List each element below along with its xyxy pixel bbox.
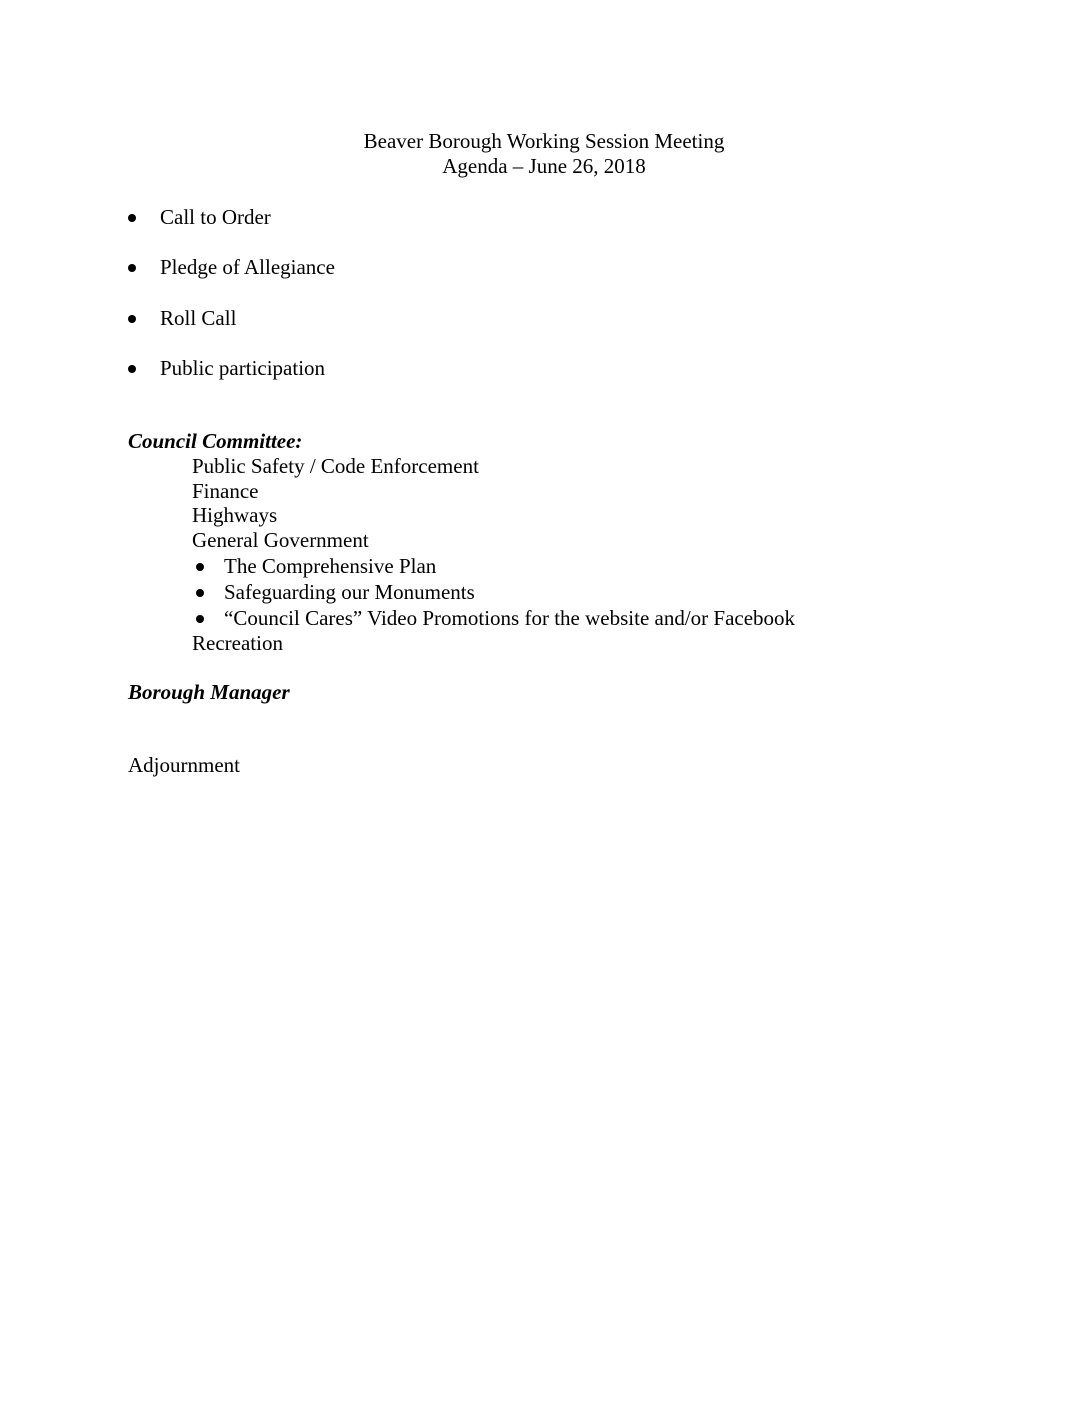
committee-item-finance: Finance [192, 479, 259, 503]
committee-item-general-government: General Government [192, 528, 369, 552]
bullet-icon [128, 264, 136, 272]
agenda-item-label: Pledge of Allegiance [160, 255, 335, 279]
general-government-item-label: “Council Cares” Video Promotions for the website and/or Facebook [224, 606, 796, 630]
bullet-icon [128, 315, 136, 323]
bullet-icon [196, 589, 204, 597]
borough-manager-heading: Borough Manager [128, 680, 290, 704]
bullet-icon [196, 563, 204, 571]
agenda-item-label: Roll Call [160, 306, 237, 330]
council-committee-heading: Council Committee: [128, 429, 303, 453]
agenda-item-label: Call to Order [160, 205, 271, 229]
general-government-item-label: Safeguarding our Monuments [224, 580, 475, 604]
bullet-icon [196, 615, 204, 623]
document-subtitle: Agenda – June 26, 2018 [442, 154, 646, 178]
committee-item-highways: Highways [192, 503, 278, 527]
general-government-item-label: The Comprehensive Plan [224, 554, 437, 578]
committee-item-public-safety: Public Safety / Code Enforcement [192, 454, 479, 478]
bullet-icon [128, 214, 136, 222]
agenda-item-label: Public participation [160, 356, 326, 380]
bullet-icon [128, 365, 136, 373]
document-title: Beaver Borough Working Session Meeting [363, 129, 725, 153]
committee-item-recreation: Recreation [192, 631, 283, 655]
adjournment-item: Adjournment [128, 753, 240, 777]
